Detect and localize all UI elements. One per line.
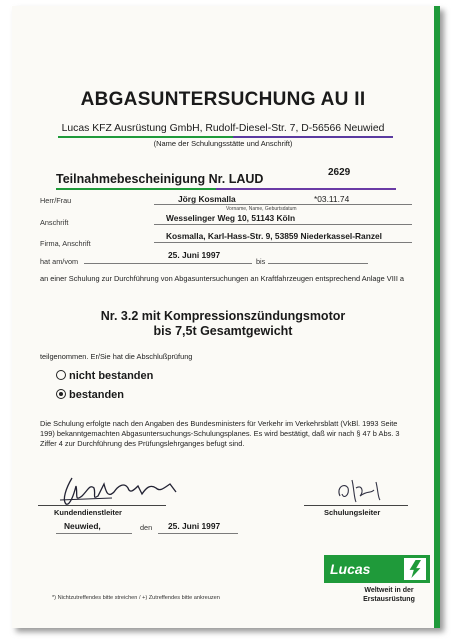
- signature-right: [334, 476, 384, 506]
- logo-text: Lucas: [330, 561, 371, 577]
- certificate-label: Teilnahmebescheinigung Nr. LAUD: [56, 172, 264, 186]
- signature-left: [52, 474, 192, 508]
- firm-value: Kosmalla, Karl-Hass-Str. 9, 53859 Niederkassel-Ranzel: [166, 231, 382, 241]
- lightning-bolt-icon: [404, 558, 426, 580]
- company-line: Lucas KFZ Ausrüstung GmbH, Rudolf-Diesel-Str. 7, D-56566 Neuwied: [61, 123, 385, 134]
- from-line: [84, 263, 252, 264]
- certificate-number: 2629: [328, 167, 351, 178]
- signature-right-label: Schulungsleiter: [324, 508, 381, 517]
- course-line-1: Nr. 3.2 mit Kompressionszündungsmotor: [100, 309, 346, 323]
- signature-right-line: [304, 505, 408, 506]
- date-line: [158, 533, 238, 534]
- signature-left-label: Kundendienstleiter: [54, 508, 122, 517]
- firm-line: [154, 242, 412, 243]
- cert-underline-purple: [216, 188, 396, 190]
- from-value: 25. Juni 1997: [168, 250, 221, 260]
- company-note: (Name der Schulungsstätte und Anschrift): [153, 139, 293, 148]
- to-label: bis: [256, 257, 266, 266]
- firm-label: Firma, Anschrift: [40, 239, 91, 248]
- place-line: [56, 533, 132, 534]
- dob-value: *03.11.74: [314, 194, 350, 204]
- option-not-passed-label: nicht bestanden: [69, 370, 154, 382]
- certificate-sheet: [12, 6, 440, 628]
- option-passed[interactable]: [56, 389, 124, 401]
- date-label: den: [140, 523, 153, 532]
- option-passed-label: bestanden: [69, 389, 125, 401]
- to-line: [268, 263, 368, 264]
- name-label: Herr/Frau: [40, 196, 72, 205]
- signature-left-line: [38, 505, 166, 506]
- name-hint: Vorname, Name, Geburtsdatum: [226, 206, 297, 212]
- date-value: 25. Juni 1997: [168, 521, 221, 531]
- name-line: [154, 204, 412, 205]
- company-underline-purple: [233, 136, 393, 138]
- address-line: [154, 224, 412, 225]
- course-line-2: bis 7,5t Gesamtgewicht: [153, 324, 293, 338]
- option-not-passed[interactable]: [56, 370, 153, 382]
- address-label: Anschrift: [40, 218, 69, 227]
- radio-not-passed[interactable]: [56, 370, 66, 380]
- participation-text: teilgenommen. Er/Sie hat die Abschlußprüfung: [40, 352, 193, 361]
- address-value: Wesselinger Weg 10, 51143 Köln: [166, 213, 296, 223]
- footnote: *) Nichtzutreffendes bitte streichen / +) Zutreffendes bitte ankreuzen: [52, 595, 220, 601]
- legal-text: Die Schulung erfolgte nach den Angaben des Bundesministers für Verkehr im Verkehrsblatt (VkBl. 1993 Seite 199) bekanntgemachten Abgasuntersuchungs-Schulungsplanes. Es wird bestätigt, daß wir nach § 47 b Abs. 3 Ziffer 4 zur Durchführung des Prüfungslehrganges befugt sind.: [40, 419, 400, 448]
- radio-passed[interactable]: [56, 389, 66, 399]
- cert-underline-green: [56, 188, 216, 190]
- lucas-logo: [324, 555, 430, 583]
- course-title: [12, 309, 434, 339]
- from-label: hat am/vom: [40, 257, 79, 266]
- intro-text: an einer Schulung zur Durchführung von Abgasuntersuchungen an Kraftfahrzeugen entsprechend Anlage VIII a: [40, 274, 405, 283]
- logo-slogan: Weltweit in der Erstausrüstung: [363, 587, 415, 603]
- green-edge: [434, 6, 440, 628]
- name-value: Jörg Kosmalla: [178, 194, 236, 204]
- company-underline-green: [58, 136, 233, 138]
- place: Neuwied,: [64, 521, 101, 531]
- document-title: ABGASUNTERSUCHUNG AU II: [80, 89, 366, 110]
